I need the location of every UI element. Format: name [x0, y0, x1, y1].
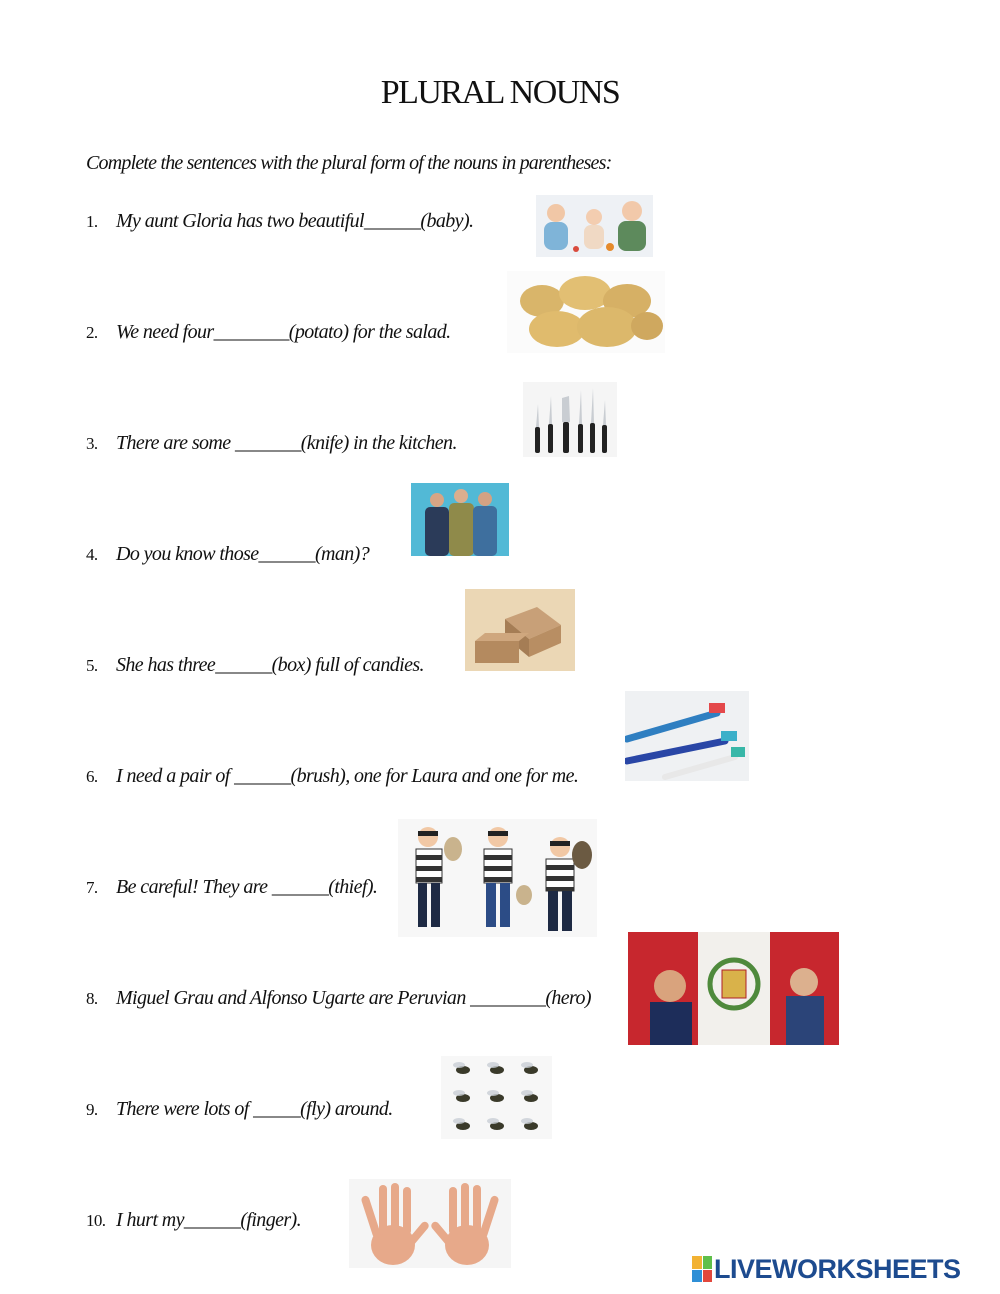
question-text: There were lots of _____(fly) around.: [116, 1098, 393, 1120]
instructions: Complete the sentences with the plural form of the nouns in parentheses:: [86, 152, 612, 174]
question-6: [86, 765, 578, 788]
question-text: Do you know those______(man)?: [116, 543, 370, 565]
question-number: 3.: [86, 434, 98, 453]
question-4: [86, 543, 369, 566]
babies-photo: [536, 195, 653, 257]
men-photo: [411, 483, 509, 556]
toothbrushes-photo: [625, 691, 749, 781]
question-number: 1.: [86, 212, 98, 231]
potatoes-photo: [507, 271, 665, 353]
question-text: I need a pair of ______(brush), one for Laura and one for me.: [116, 765, 579, 787]
question-text: Be careful! They are ______(thief).: [116, 876, 378, 898]
question-9: [86, 1098, 393, 1121]
flies-photo: [441, 1056, 552, 1139]
question-number: 10.: [86, 1211, 106, 1230]
question-number: 4.: [86, 545, 98, 564]
hands-photo: [349, 1179, 511, 1268]
question-number: 2.: [86, 323, 98, 342]
liveworksheets-logo: [692, 1254, 961, 1284]
question-10: [86, 1209, 301, 1232]
logo-text: LIVEWORKSHEETS: [714, 1253, 961, 1284]
logo-cube-icon: [692, 1256, 712, 1282]
boxes-photo: [465, 589, 575, 671]
question-7: [86, 876, 377, 899]
question-text: She has three______(box) full of candies.: [116, 654, 424, 676]
question-text: My aunt Gloria has two beautiful______(baby).: [116, 210, 474, 232]
question-number: 9.: [86, 1100, 98, 1119]
question-number: 6.: [86, 767, 98, 786]
question-text: There are some _______(knife) in the kitchen.: [116, 432, 457, 454]
page-title: PLURAL NOUNS: [380, 74, 620, 111]
question-text: I hurt my______(finger).: [116, 1209, 302, 1231]
thieves-illustration: [398, 819, 597, 937]
question-text: Miguel Grau and Alfonso Ugarte are Peruvian ________(hero): [116, 987, 591, 1009]
knives-photo: [523, 382, 617, 457]
question-8: [86, 987, 591, 1010]
question-number: 7.: [86, 878, 98, 897]
question-number: 8.: [86, 989, 98, 1008]
question-5: [86, 654, 424, 677]
question-1: [86, 210, 473, 233]
question-2: [86, 321, 451, 344]
question-3: [86, 432, 457, 455]
heroes-flag-illustration: [628, 932, 839, 1045]
question-number: 5.: [86, 656, 98, 675]
question-text: We need four________(potato) for the salad.: [116, 321, 451, 343]
